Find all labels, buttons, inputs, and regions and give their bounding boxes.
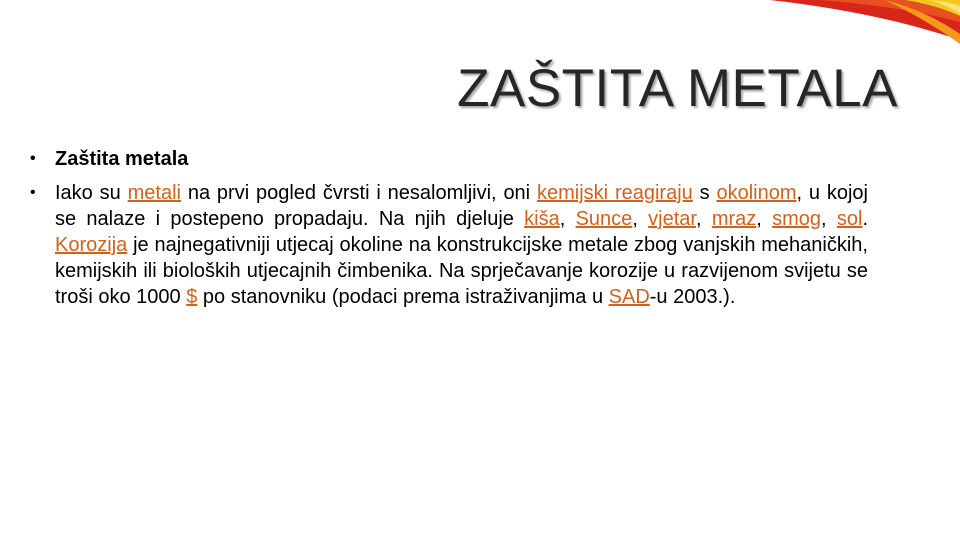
text-segment: , bbox=[559, 208, 576, 230]
link-korozija[interactable]: Korozija bbox=[55, 234, 128, 256]
link-okolinom[interactable]: okolinom bbox=[716, 182, 797, 204]
text-segment: , bbox=[756, 208, 773, 230]
text-segment: , u kojoj se nalaze i postepeno propadaju. Na njih djeluje bbox=[55, 182, 868, 230]
bullet-item-paragraph bbox=[30, 180, 868, 310]
text-segment: je najnegativniji utjecaj okoline na konstrukcijske metale zbog vanjskih mehaničkih, kemijskih ili bioloških utjecajnih čimbenika. Na sprječavanje korozije u razvijenom svijetu se troši oko 1000 bbox=[55, 234, 868, 308]
bullet-list bbox=[30, 146, 868, 310]
text-segment: na prvi pogled čvrsti i nesalomljivi, oni bbox=[180, 182, 537, 204]
link-smog[interactable]: smog bbox=[772, 208, 822, 230]
link-kemijski-reagiraju[interactable]: kemijski reagiraju bbox=[536, 182, 693, 204]
swoosh-band-red bbox=[770, 0, 960, 40]
text-segment: , bbox=[821, 208, 837, 230]
link-metali[interactable]: metali bbox=[127, 182, 181, 204]
link-dolar[interactable]: $ bbox=[186, 286, 198, 308]
link-sunce[interactable]: Sunce bbox=[575, 208, 633, 230]
link-vjetar[interactable]: vjetar bbox=[648, 208, 696, 230]
bullet-item-heading bbox=[30, 146, 868, 172]
text-segment: po stanovniku (podaci prema istraživanjima u bbox=[197, 286, 609, 308]
bullet-dot-icon: • bbox=[30, 184, 36, 201]
swoosh-band-yellow bbox=[905, 0, 960, 16]
slide-title: ZAŠTITA METALA bbox=[457, 59, 898, 118]
link-mraz[interactable]: mraz bbox=[711, 208, 757, 230]
text-segment: , bbox=[695, 208, 712, 230]
link-sol[interactable]: sol bbox=[836, 208, 863, 230]
swoosh-band-light bbox=[930, 0, 960, 14]
text-segment: , bbox=[632, 208, 649, 230]
text-segment: s bbox=[692, 182, 717, 204]
swoosh-band-dark-orange bbox=[820, 0, 960, 22]
link-kisa[interactable]: kiša bbox=[524, 208, 560, 230]
text-segment: . bbox=[862, 208, 868, 230]
swoosh-band-orange bbox=[885, 0, 960, 44]
bullet-dot-icon: • bbox=[30, 150, 36, 167]
text-segment: -u 2003.). bbox=[649, 286, 736, 308]
link-sad[interactable]: SAD bbox=[608, 286, 650, 308]
bullet-text: Zaštita metala bbox=[55, 148, 189, 170]
text-segment: Iako su bbox=[55, 182, 128, 204]
slide-content bbox=[30, 146, 868, 310]
